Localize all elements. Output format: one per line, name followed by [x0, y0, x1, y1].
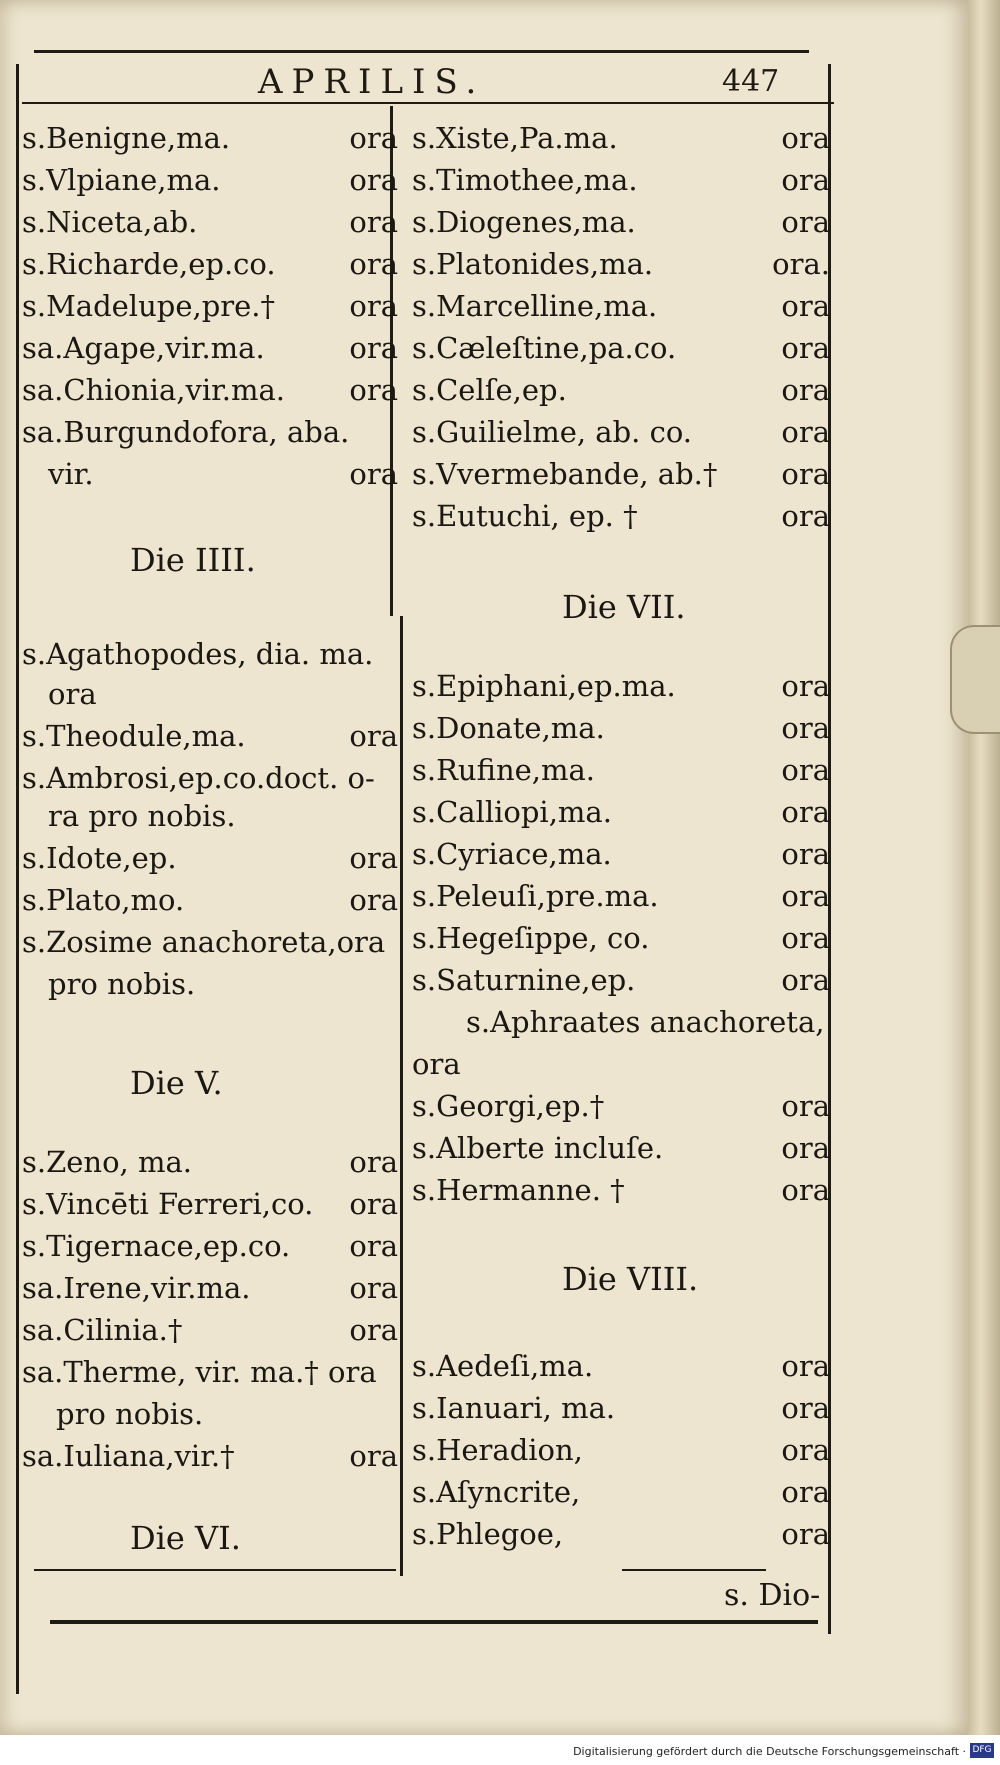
litany-entry [412, 962, 830, 998]
litany-entry [22, 882, 398, 918]
ora-response: ora [781, 1349, 830, 1383]
litany-entry [412, 288, 830, 324]
litany-entry [412, 1474, 830, 1510]
saint-name: s.Vincēti Ferreri,co. [22, 1187, 314, 1221]
saint-name: s.Heradion, [412, 1433, 583, 1467]
saint-name: sa.Chionia,vir.ma. [22, 373, 286, 407]
left-border [16, 64, 19, 1694]
saint-name: s.Xiste,Pa.ma. [412, 121, 618, 155]
day-heading: Die V. [130, 1064, 223, 1102]
saint-name: s.Vvermebande, ab.† [412, 457, 718, 491]
ora-response: ora [781, 1131, 830, 1165]
saint-name: sa.Agape,vir.ma. [22, 331, 265, 365]
litany-entry [412, 1088, 830, 1124]
ora-response: ora [781, 669, 830, 703]
ora-response: ora [349, 373, 398, 407]
footer-rule [50, 1620, 818, 1624]
saint-name: s.Niceta,ab. [22, 205, 198, 239]
saint-name: s.Tigernace,ep.co. [22, 1229, 291, 1263]
saint-name: sa.Burgundofora, aba. [22, 415, 350, 449]
saint-name: s.Celſe,ep. [412, 373, 567, 407]
ora-response: ora [349, 1439, 398, 1473]
litany-entry [412, 120, 830, 156]
ora-response: ora [349, 247, 398, 281]
ora-response: ora [781, 457, 830, 491]
day-heading: Die VI. [130, 1519, 241, 1557]
saint-name: s.Cæleſtine,pa.co. [412, 331, 677, 365]
right-bottom-rule [622, 1569, 766, 1571]
saint-name: s.Alberte incluſe. [412, 1131, 664, 1165]
litany-entry [22, 636, 398, 672]
litany-entry [412, 752, 830, 788]
ora-response: ora [781, 795, 830, 829]
saint-name: s.Ianuari, ma. [412, 1391, 616, 1425]
litany-entry [48, 966, 398, 1002]
litany-entry [412, 794, 830, 830]
ora-response: ora [781, 963, 830, 997]
page-title: APRILIS. [258, 62, 486, 102]
ora-response: ora [349, 1145, 398, 1179]
saint-name: s.Marcelline,ma. [412, 289, 658, 323]
saint-name: s.Zeno, ma. [22, 1145, 192, 1179]
saint-name: s.Agathopodes, dia. ma. [22, 637, 374, 671]
litany-entry [412, 246, 830, 282]
litany-entry [412, 668, 830, 704]
saint-name: s.Idote,ep. [22, 841, 177, 875]
page-edge [968, 0, 1000, 1735]
ora-response: ora. [772, 247, 830, 281]
saint-name: ora [48, 677, 97, 711]
litany-entry [412, 414, 830, 450]
saint-name: s.Diogenes,ma. [412, 205, 636, 239]
left-bottom-rule [34, 1569, 396, 1571]
litany-entry [22, 414, 398, 450]
day-heading: Die VII. [562, 588, 686, 626]
ora-response: ora [349, 1271, 398, 1305]
saint-name: s.Platonides,ma. [412, 247, 654, 281]
ora-response: ora [349, 883, 398, 917]
saint-name: s.Cyriace,ma. [412, 837, 612, 871]
saint-name: s.Vlpiane,ma. [22, 163, 221, 197]
litany-entry [56, 1396, 398, 1432]
ora-response: ora [349, 1313, 398, 1347]
litany-entry [48, 798, 398, 834]
ora-response: ora [781, 415, 830, 449]
litany-entry [22, 1312, 398, 1348]
saint-name: s.Aſyncrite, [412, 1475, 581, 1509]
ora-response: ora [349, 331, 398, 365]
ora-response: ora [781, 1089, 830, 1123]
ora-response: ora [781, 289, 830, 323]
litany-entry [22, 924, 398, 960]
litany-entry [22, 1270, 398, 1306]
litany-entry [412, 710, 830, 746]
saint-name: s.Aphraates anachoreta, [466, 1005, 825, 1039]
litany-entry [22, 1144, 398, 1180]
litany-entry [22, 1186, 398, 1222]
litany-entry [412, 330, 830, 366]
ora-response: ora [781, 499, 830, 533]
saint-name: s.Hegeſippe, co. [412, 921, 650, 955]
ora-response: ora [349, 205, 398, 239]
litany-entry [48, 676, 398, 712]
column-divider-lower [400, 616, 403, 1576]
litany-entry [412, 1046, 830, 1082]
ora-response: ora [781, 163, 830, 197]
page-number: 447 [722, 64, 780, 99]
dfg-logo: DFG [970, 1743, 994, 1758]
litany-entry [412, 1130, 830, 1166]
saint-name: s.Zosime anachoreta,ora [22, 925, 386, 959]
ora-response: ora [349, 1229, 398, 1263]
litany-entry [22, 718, 398, 754]
saint-name: s.Donate,ma. [412, 711, 605, 745]
litany-entry [412, 1172, 830, 1208]
ora-response: ora [781, 753, 830, 787]
litany-entry [412, 1432, 830, 1468]
litany-entry [22, 372, 398, 408]
litany-entry [22, 246, 398, 282]
saint-name: sa.Irene,vir.ma. [22, 1271, 251, 1305]
ora-response: ora [781, 1391, 830, 1425]
saint-name: s.Georgi,ep.† [412, 1089, 605, 1123]
saint-name: s.Richarde,ep.co. [22, 247, 276, 281]
litany-entry [48, 456, 398, 492]
ora-response: ora [781, 331, 830, 365]
saint-name: s.Ambrosi,ep.co.doct. o- [22, 761, 375, 795]
litany-entry [22, 330, 398, 366]
ora-response: ora [781, 121, 830, 155]
saint-name: sa.Cilinia.† [22, 1313, 183, 1347]
saint-name: vir. [48, 457, 94, 491]
ora-response: ora [781, 373, 830, 407]
ora-response: ora [781, 1517, 830, 1551]
saint-name: s.Epiphani,ep.ma. [412, 669, 676, 703]
saint-name: s.Saturnine,ep. [412, 963, 636, 997]
day-heading: Die VIII. [562, 1260, 699, 1298]
saint-name: s.Plato,mo. [22, 883, 185, 917]
saint-name: s.Guilielme, ab. co. [412, 415, 693, 449]
litany-entry [412, 372, 830, 408]
ora-response: ora [781, 1475, 830, 1509]
saint-name: s.Rufine,ma. [412, 753, 596, 787]
saint-name: pro nobis. [48, 967, 196, 1001]
litany-entry [22, 162, 398, 198]
litany-entry [412, 1516, 830, 1552]
saint-name: pro nobis. [56, 1397, 204, 1431]
litany-entry [412, 836, 830, 872]
litany-entry [412, 204, 830, 240]
thumb-tab [950, 625, 1000, 734]
saint-name: s.Calliopi,ma. [412, 795, 612, 829]
saint-name: s.Hermanne. † [412, 1173, 625, 1207]
litany-entry [412, 920, 830, 956]
litany-entry [22, 1354, 398, 1390]
ora-response: ora [349, 1187, 398, 1221]
saint-name: sa.Iuliana,vir.† [22, 1439, 235, 1473]
ora-response: ora [349, 841, 398, 875]
litany-entry [412, 456, 830, 492]
litany-entry [412, 498, 830, 534]
ora-response: ora [781, 1173, 830, 1207]
saint-name: s.Eutuchi, ep. † [412, 499, 638, 533]
saint-name: s.Theodule,ma. [22, 719, 246, 753]
ora-response: ora [781, 205, 830, 239]
footer-credit: Digitalisierung gefördert durch die Deutsche Forschungsgemeinschaft · [573, 1745, 966, 1758]
catchword: s. Dio- [724, 1578, 821, 1613]
litany-entry [412, 162, 830, 198]
header-rule [22, 102, 834, 104]
ora-response: ora [349, 289, 398, 323]
day-heading: Die IIII. [130, 541, 256, 579]
litany-entry [412, 1348, 830, 1384]
litany-entry [466, 1004, 830, 1040]
saint-name: s.Aedeſi,ma. [412, 1349, 594, 1383]
saint-name: s.Peleuſi,pre.ma. [412, 879, 659, 913]
ora-response: ora [781, 837, 830, 871]
ora-response: ora [349, 719, 398, 753]
saint-name: s.Madelupe,pre.† [22, 289, 276, 323]
ora-response: ora [781, 921, 830, 955]
litany-entry [22, 840, 398, 876]
ora-response: ora [349, 457, 398, 491]
saint-name: ora [412, 1047, 461, 1081]
litany-entry [22, 204, 398, 240]
saint-name: s.Phlegoe, [412, 1517, 564, 1551]
litany-entry [412, 878, 830, 914]
ora-response: ora [781, 711, 830, 745]
saint-name: sa.Therme, vir. ma.† ora [22, 1355, 377, 1389]
litany-entry [22, 760, 398, 796]
litany-entry [412, 1390, 830, 1426]
ora-response: ora [349, 121, 398, 155]
ora-response: ora [349, 163, 398, 197]
saint-name: s.Timothee,ma. [412, 163, 638, 197]
litany-entry [22, 1228, 398, 1264]
top-rule [34, 50, 809, 53]
litany-entry [22, 1438, 398, 1474]
ora-response: ora [781, 1433, 830, 1467]
ora-response: ora [781, 879, 830, 913]
litany-entry [22, 288, 398, 324]
saint-name: ra pro nobis. [48, 799, 236, 833]
litany-entry [22, 120, 398, 156]
saint-name: s.Benigne,ma. [22, 121, 231, 155]
